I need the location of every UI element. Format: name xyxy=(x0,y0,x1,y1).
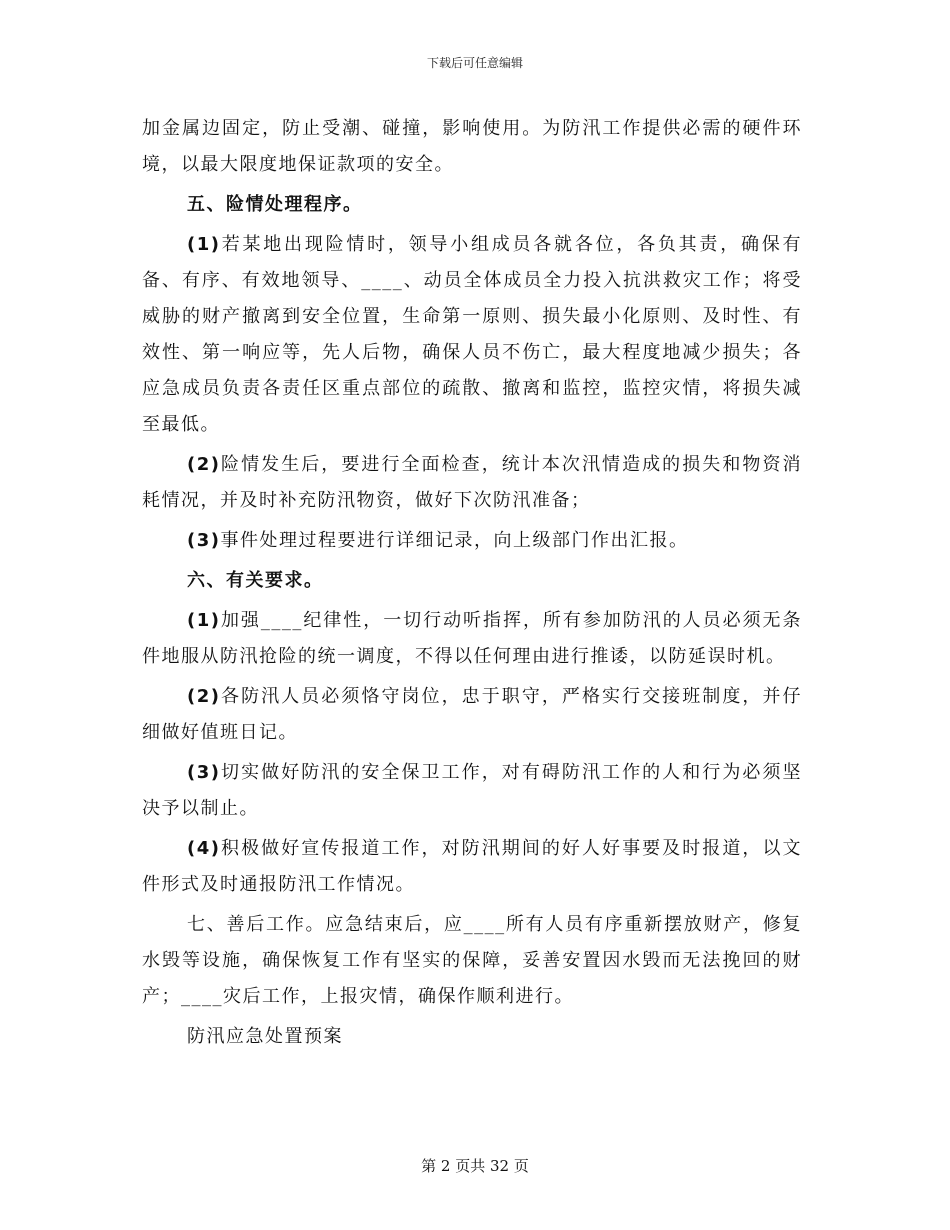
item-number: (2) xyxy=(187,454,221,475)
item-number: (2) xyxy=(187,686,221,707)
paragraph-5-2 xyxy=(142,447,802,519)
document-body xyxy=(142,111,802,1055)
paragraph-continued: 加金属边固定，防止受潮、碰撞，影响使用。为防汛工作提供必需的硬件环境，以最大限度地保证款项的安全。 xyxy=(142,118,802,175)
header-note: 下载后可任意编辑 xyxy=(426,56,523,70)
item-number: (3) xyxy=(187,530,221,551)
item-text: 切实做好防汛的安全保卫工作，对有碍防汛工作的人和行为必须坚决予以制止。 xyxy=(142,762,802,819)
item-text: 若某地出现险情时，领导小组成员各就各位，各负其责，确保有备、有序、有效地领导、____、动员全体成员全力投入抗洪救灾工作；将受威胁的财产撤离到安全位置，生命第一原则、损失最小化原则、及时性、有效性、第一响应等，先人后物，确保人员不伤亡，最大程度地减少损失；各应急成员负责各责任区重点部位的疏散、撤离和监控，监控灾情，将损失减至最低。 xyxy=(142,234,802,435)
item-number: (4) xyxy=(187,838,221,859)
paragraph-6-4 xyxy=(142,831,802,903)
item-number: (1) xyxy=(187,610,221,631)
item-text: 积极做好宣传报道工作，对防汛期间的好人好事要及时报道，以文件形式及时通报防汛工作情况。 xyxy=(142,838,802,895)
paragraph-7: 七、善后工作。应急结束后，应____所有人员有序重新摆放财产，修复水毁等设施，确保恢复工作有坚实的保障，妥善安置因水毁而无法挽回的财产；____灾后工作，上报灾情，确保作顺利进行。 xyxy=(142,914,802,1007)
item-text: 事件处理过程要进行详细记录，向上级部门作出汇报。 xyxy=(220,530,689,551)
section-heading-6: 六、有关要求。 xyxy=(187,570,324,591)
paragraph-6-3 xyxy=(142,755,802,827)
item-text: 加强____纪律性，一切行动听指挥，所有参加防汛的人员必须无条件地服从防汛抢险的统一调度，不得以任何理由进行推诿，以防延误时机。 xyxy=(142,610,802,667)
item-text: 险情发生后，要进行全面检查，统计本次汛情造成的损失和物资消耗情况，并及时补充防汛物资，做好下次防汛准备； xyxy=(142,454,802,511)
paragraph-6-2 xyxy=(142,679,802,751)
paragraph-5-3 xyxy=(142,523,802,559)
paragraph-5-1 xyxy=(142,227,802,443)
document-title-line: 防汛应急处置预案 xyxy=(187,1026,343,1047)
section-heading-5: 五、险情处理程序。 xyxy=(187,194,363,215)
item-number: (1) xyxy=(187,234,221,255)
item-text: 各防汛人员必须恪守岗位，忠于职守，严格实行交接班制度，并仔细做好值班日记。 xyxy=(142,686,802,743)
page-number: 第 2 页共 32 页 xyxy=(421,1157,529,1175)
paragraph-6-1 xyxy=(142,603,802,675)
item-number: (3) xyxy=(187,762,221,783)
